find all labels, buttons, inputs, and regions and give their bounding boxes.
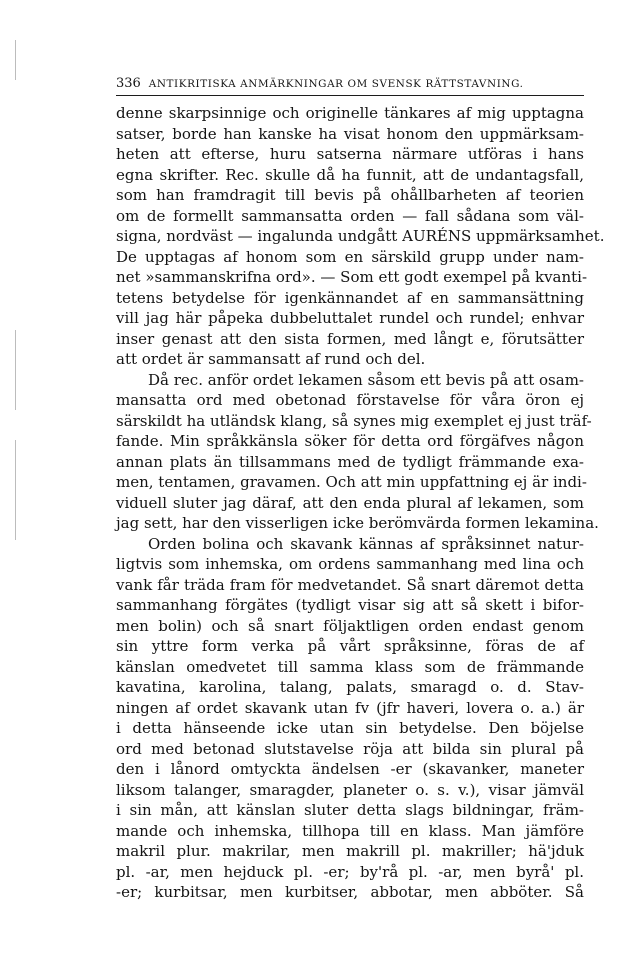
body-text (116, 103, 605, 903)
text-line: att ordet är sammansatt af rund och del. (116, 350, 426, 368)
text-line: tetens betydelse för igenkännandet af en sammansättning (116, 288, 584, 307)
text-line: pl. -ar, men hejduck pl. -er; by'rå pl. -ar, men byrå' pl. (116, 862, 584, 881)
text-line: som han framdragit till bevis på ohållbarheten af teorien (116, 186, 584, 204)
text-line: satser, borde han kanske ha visat honom den uppmärksam- (116, 124, 584, 143)
text-line: den i lånord omtyckta ändelsen -er (skavanker, maneter (116, 760, 584, 778)
text-line: mansatta ord med obetonad förstavelse för våra öron ej (116, 391, 584, 409)
text-line: i detta hänseende icke utan sin betydelse. Den böjelse (116, 719, 584, 737)
text-line: egna skrifter. Rec. skulle då ha funnit, att de undantagsfall, (116, 165, 584, 184)
text-line: net »sammanskrifna ord». — Som ett godt exempel på kvanti- (116, 268, 588, 286)
text-line: denne skarpsinnige och originelle tänkares af mig upptagna (116, 104, 584, 122)
text-line: annan plats än tillsammans med de tydligt främmande exa- (116, 452, 584, 471)
page-number: 336 (116, 76, 141, 91)
text-line: sammanhang förgätes (tydligt visar sig att så skett i bifor- (116, 596, 584, 614)
text-line: mande och inhemska, tillhopa till en klass. Man jämföre (116, 821, 584, 840)
header-rule (116, 95, 584, 96)
text-line: fande. Min språkkänsla söker för detta ord förgäfves någon (116, 432, 584, 450)
margin-scan-mark (15, 40, 16, 80)
text-line: jag sett, har den visserligen icke berömvärda formen lekamina. (116, 514, 599, 532)
text-line: men bolin) och så snart följaktligen orden endast genom (116, 616, 584, 635)
text-line: liksom talanger, smaragder, planeter o. s. v.), visar jämväl (116, 780, 584, 799)
text-line: Orden bolina och skavank kännas af språksinnet natur- (148, 534, 584, 553)
margin-scan-mark (15, 440, 16, 540)
text-line: ningen af ordet skavank utan fv (jfr haveri, lovera o. a.) är (116, 698, 584, 717)
text-line: De upptagas af honom som en särskild grupp under nam- (116, 247, 584, 266)
text-line: Då rec. anför ordet lekamen såsom ett bevis på att osam- (148, 370, 584, 389)
margin-scan-mark (15, 330, 16, 410)
text-line: i sin mån, att känslan sluter detta slags bildningar, främ- (116, 801, 584, 819)
text-line: särskildt ha utländsk klang, så synes mig exemplet ej just träf- (116, 411, 592, 430)
text-line: men, tentamen, gravamen. Och att min uppfattning ej är indi- (116, 473, 587, 491)
text-line: heten att efterse, huru satserna närmare utföras i hans (116, 145, 584, 163)
text-line: känslan omedvetet till samma klass som de främmande (116, 657, 584, 676)
text-line: -er; kurbitsar, men kurbitser, abbotar, men abböter. Så (116, 883, 584, 901)
text-line: sin yttre form verka på vårt språksinne, föras de af (116, 637, 584, 655)
text-line: makril plur. makrilar, men makrill pl. makriller; hä'jduk (116, 842, 584, 860)
text-line: vill jag här påpeka dubbeluttalet rundel och rundel; enhvar (116, 309, 584, 327)
text-line: viduell sluter jag däraf, att den enda plural af lekamen, som (116, 493, 584, 512)
text-line: om de formellt sammansatta orden — fall sådana som väl- (116, 206, 584, 225)
text-line: signa, nordväst — ingalunda undgått AURÉNS uppmärksamhet. (116, 227, 605, 245)
text-line: vank får träda fram för medvetandet. Så snart däremot detta (116, 575, 584, 594)
text-line: kavatina, karolina, talang, palats, smaragd o. d. Stav- (116, 678, 584, 696)
text-line: ord med betonad slutstavelse röja att bilda sin plural på (116, 739, 584, 758)
text-line: inser genast att den sista formen, med långt e, förutsätter (116, 329, 584, 348)
page-header (116, 76, 584, 92)
text-line: ligtvis som inhemska, om ordens sammanhang med lina och (116, 555, 584, 573)
running-title: ANTIKRITISKA ANMÄRKNINGAR OM SVENSK RÄTTSTAVNING. (148, 78, 524, 90)
